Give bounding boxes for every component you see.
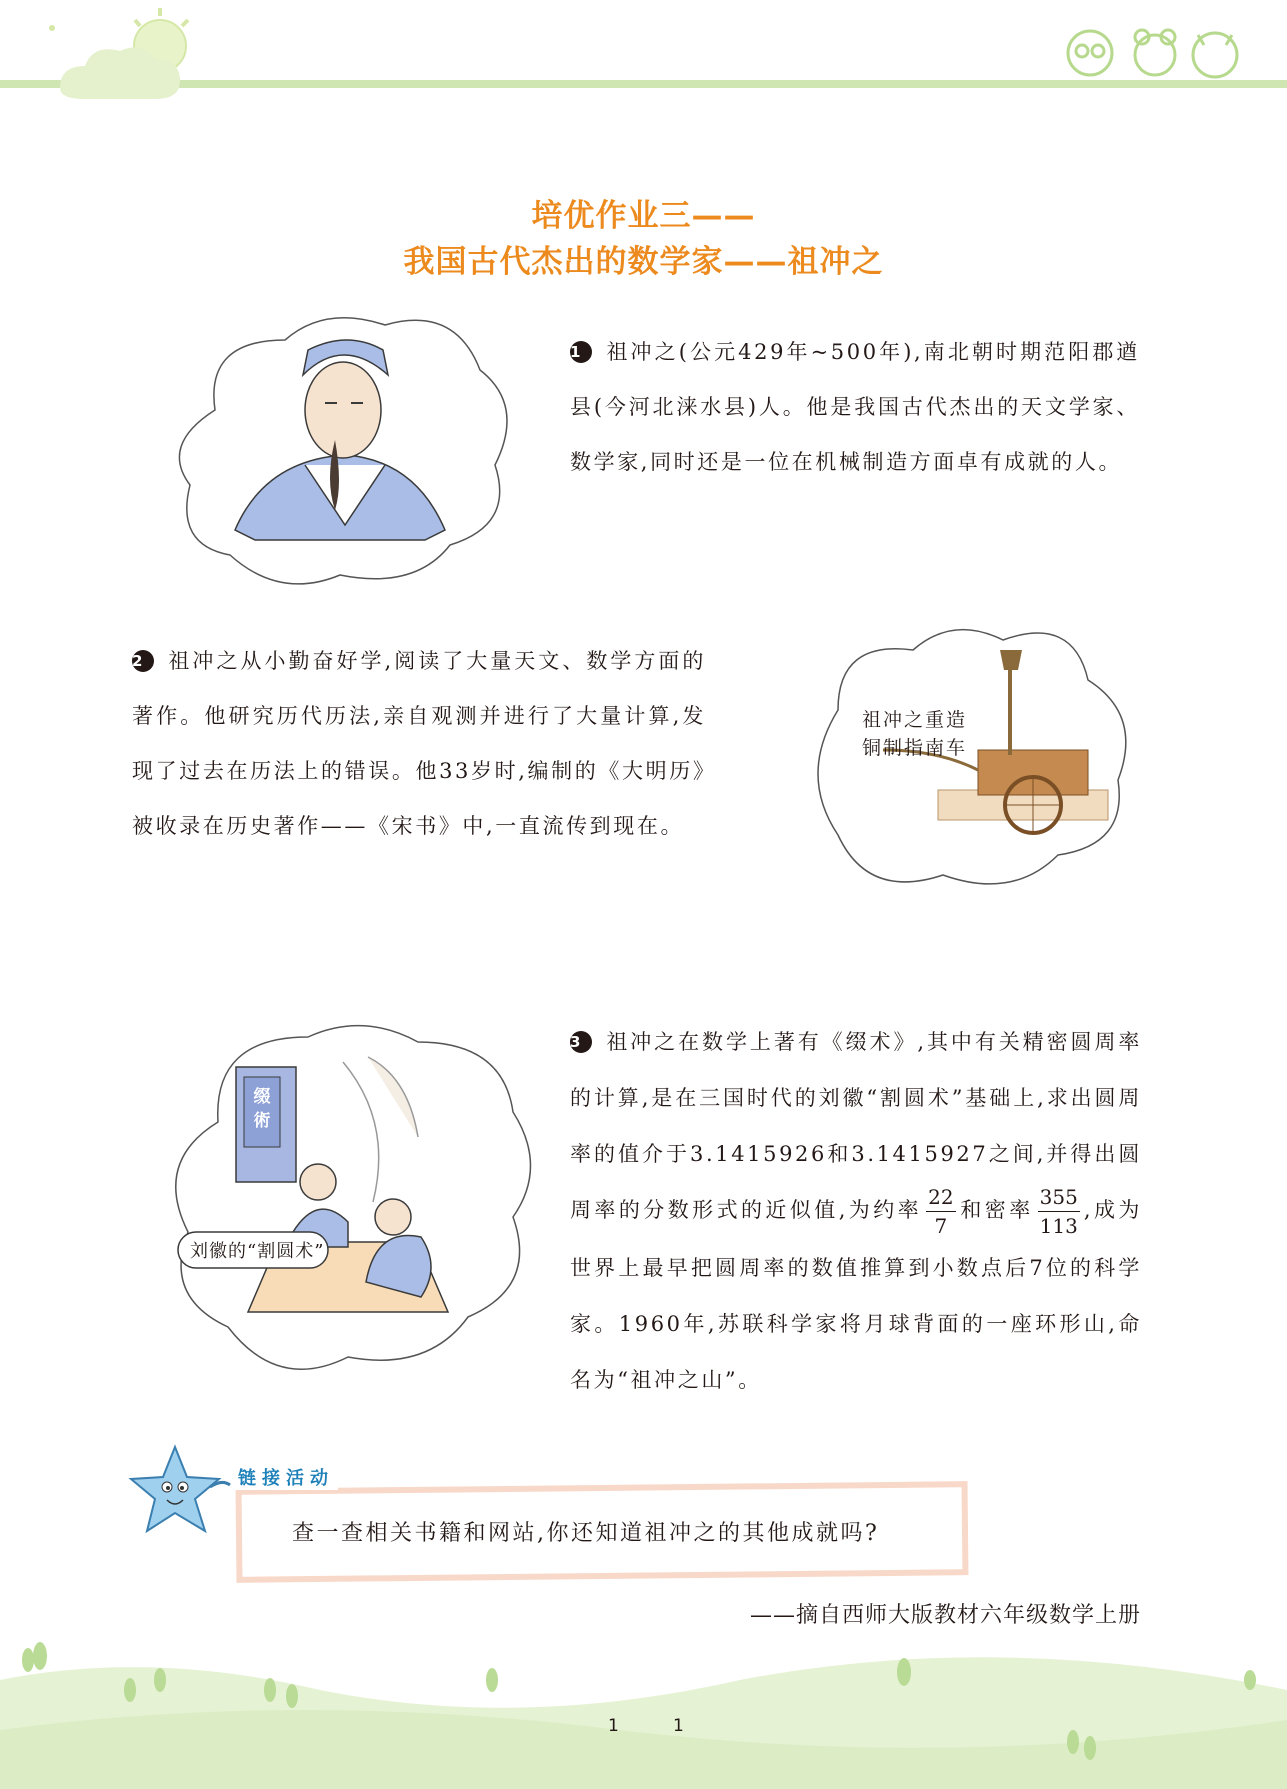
fraction-355-113 [1038,1183,1080,1240]
link-activity-title: 链接活动 [234,1464,338,1490]
fraction-denominator: 7 [934,1214,948,1238]
link-activity-text: 查一查相关书籍和网站,你还知道祖冲之的其他成就吗? [292,1521,880,1546]
section-1-text: 祖冲之(公元429年~500年),南北朝时期范阳郡遒县(今河北涞水县)人。他是我国古代杰出的天文学家、数学家,同时还是一位在机械制造方面卓有成就的人。 [570,340,1140,474]
page-title-line1: 培优作业三—— [531,198,756,234]
section-1-paragraph [570,325,1140,490]
section-3-paragraph [570,1014,1142,1408]
page-number-right: 1 [673,1716,684,1736]
cart-caption-line2: 铜制指南车 [862,737,968,759]
section-2-paragraph [132,634,706,854]
star-mascot-icon [125,1442,235,1542]
section-2-text: 祖冲之从小勤奋好学,阅读了大量天文、数学方面的著作。他研究历代历法,亲自观测并进行了大量计算,发现了过去在历法上的错误。他33岁时,编制的《大明历》被收录在历史著作——《宋书》中,一直流传到现在。 [132,649,706,838]
section-3-text-a: 祖冲之在数学上著有《缀术》,其中有关精密圆周率的计算,是在三国时代的刘徽“割圆术”基础上,求出圆周率的值介于3.1415926和3.1415927之间,并得出圆周率的分数形式的近似值,为约率 [570,1030,1142,1222]
page-number-left: 1 [608,1716,619,1736]
sun-cloud-decoration [40,8,190,108]
section-number-badge: 3 [570,1031,592,1053]
section-number-badge: 1 [570,341,592,363]
fraction-22-7 [926,1183,955,1240]
study-scene-caption: 刘徽的“割圆术” [190,1241,325,1262]
landscape-decoration [0,1620,1287,1789]
zu-chongzhi-portrait-image [155,315,510,595]
page-title-line2: 我国古代杰出的数学家——祖冲之 [403,244,884,280]
section-number-badge: 2 [132,650,154,672]
book-title: 缀 [253,1087,271,1107]
svg-text:術: 術 [253,1111,271,1131]
fraction-denominator: 113 [1039,1214,1078,1238]
section-3-text-c: ,成为世界上最早把圆周率的数值推算到小数点后7位的科学家。1960年,苏联科学家将月球背面的一座环形山,命名为“祖冲之山”。 [570,1198,1142,1392]
fraction-numerator: 22 [926,1183,955,1212]
animals-decoration [1050,15,1250,81]
source-citation: ——摘自西师大版教材六年级数学上册 [749,1603,1141,1628]
study-scene-image [148,1022,536,1390]
cart-caption-line1: 祖冲之重造 [862,709,968,731]
fraction-numerator: 355 [1038,1183,1080,1212]
header-band [0,80,1287,88]
section-3-text-b: 和密率 [959,1198,1034,1222]
